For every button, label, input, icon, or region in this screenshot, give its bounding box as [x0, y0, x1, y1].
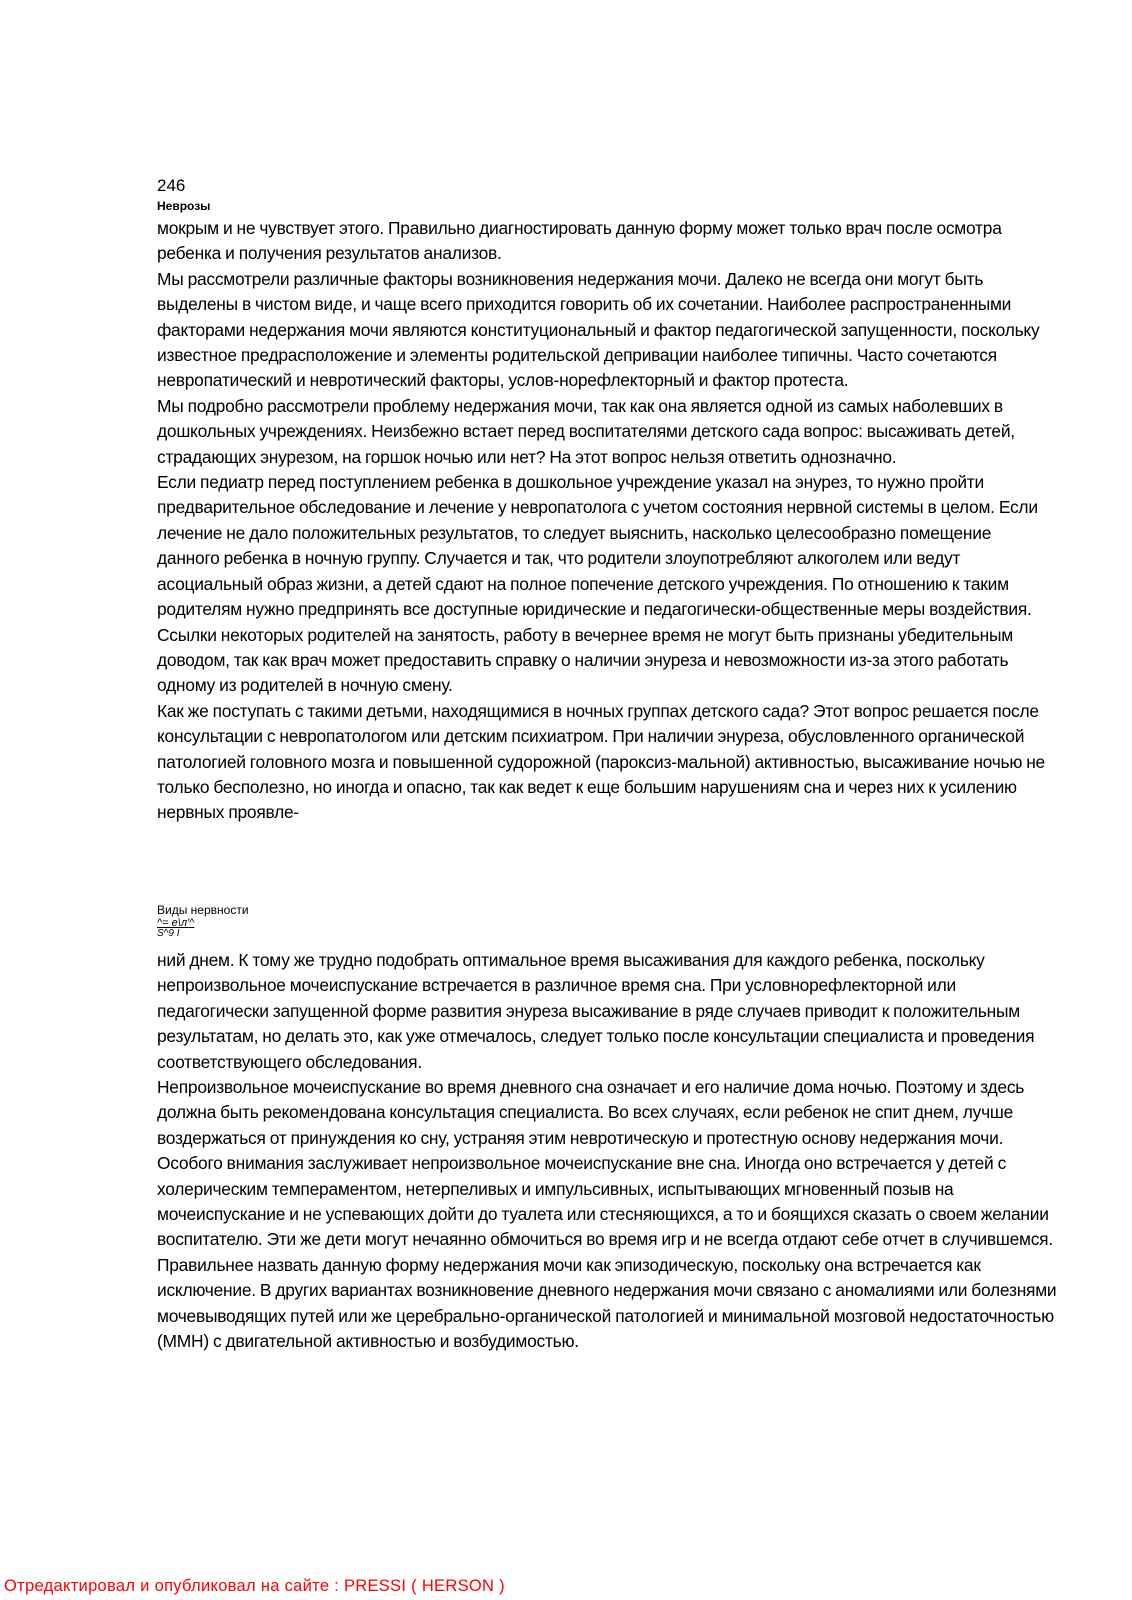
paragraph: Мы рассмотрели различные факторы возникновения недержания мочи. Далеко не всегда они могут быть выделены в чистом виде, и чаще всего приходится говорить об их сочетании. Наиболее распространенными факторами недержания мочи являются конституциональный и фактор педагогической запущенности, поскольку известное предрасположение и элементы родительской депривации наиболее типичны. Часто сочетаются невропатический и невротический факторы, услов-норефлекторный и фактор протеста. [157, 268, 1040, 391]
running-head: Неврозы [157, 199, 211, 213]
figure-ocr-fragment: ^= е\л'^ [157, 917, 195, 929]
paragraph: Непроизвольное мочеиспускание во время дневного сна означает и его наличие дома ночью. Поэтому и здесь должна быть рекомендована консультация специалиста. Во всех случаях, если ребенок не спит днем, лучше воздержаться от принуждения ко сну, устраняя этим невротическую и протестную основу недержания мочи. [157, 1077, 1025, 1148]
paragraph: Мы подробно рассмотрели проблему недержания мочи, так как она является одной из самых наболевших в дошкольных учреждениях. Неизбежно встает перед воспитателями детского сада вопрос: высаживать детей, страдающих энурезом, на горшок ночью или нет? На этот вопрос нельзя ответить однозначно. [157, 395, 1015, 467]
paragraph: Если педиатр перед поступлением ребенка в дошкольное учреждение указал на энурез, то нужно пройти предварительное обследование и лечение у невропатолога с учетом состояния нервной системы в целом. Если лечение не дало положительных результатов, то следует выяснить, насколько целесообразно помещение данного ребенка в ночную группу. Случается и так, что родители злоупотребляют алкоголем или ведут асоциальный образ жизни, а детей сдают на полное попечение детского учреждения. По отношению к таким родителям нужно предпринять все доступные юридические и педагогически-общественные меры воздействия. Ссылки некоторых родителей на занятость, работу в вечернее время не могут быть признаны убедительным доводом, так как врач может предоставить справку о наличии энуреза и невозможности из-за этого работать одному из родителей в ночную смену. [157, 472, 1038, 696]
paragraph: Как же поступать с такими детьми, находящимися в ночных группах детского сада? Этот вопрос решается после консультации с невропатологом или детским психиатром. При наличии энуреза, обусловленного органической патологией головного мозга и повышенной судорожной (пароксиз-мальной) активностью, высаживание ночью не только бесполезно, но иногда и опасно, так как ведет к еще большим нарушениям сна и через них к усилению нервных проявле- [157, 700, 1045, 823]
paragraph: ний днем. К тому же трудно подобрать оптимальное время высаживания для каждого ребенка, поскольку непроизвольное мочеиспускание встречается в различное время сна. При условнорефлекторной или педагогически запущенной форме развития энуреза высаживание в ряде случаев приводит к положительным результатам, но делать это, как уже отмечалось, следует только после консультации специалиста и проведения соответствующего обследования. [157, 950, 1035, 1072]
paragraph: мокрым и не чувствует этого. Правильно диагностировать данную форму может только врач после осмотра ребенка и получения результатов анализов. [157, 218, 1002, 264]
body-text-part-2 [157, 948, 1057, 1355]
page-number: 246 [157, 176, 186, 195]
body-text-part-1 [157, 216, 1057, 826]
paragraph: Особого внимания заслуживает непроизвольное мочеиспускание вне сна. Иногда оно встречается у детей с холерическим темпераментом, нетерпеливых и импульсивных, испытывающих мгновенный позыв на мочеиспускание и не успевающих дойти до туалета или стесняющихся, а то и боящихся сказать о своем желании воспитателю. Эти же дети могут нечаянно обмочиться во время игр и не всегда отдают себе отчет в случившемся. Правильнее назвать данную форму недержания мочи как эпизодическую, поскольку она встречается как исключение. В других вариантах возникновение дневного недержания мочи связано с аномалиями или болезнями мочевыводящих путей или же церебрально-органической патологией и минимальной мозговой недостаточностью (ММН) с двигательной активностью и возбудимостью. [157, 1153, 1057, 1352]
figure-remnant [157, 903, 457, 939]
figure-ocr-fragment: S^9 I [157, 928, 180, 939]
publisher-note: Отредактировал и опубликовал на сайте : PRESSI ( HERSON ) [4, 1577, 505, 1595]
figure-caption: Виды нервности [157, 903, 249, 917]
